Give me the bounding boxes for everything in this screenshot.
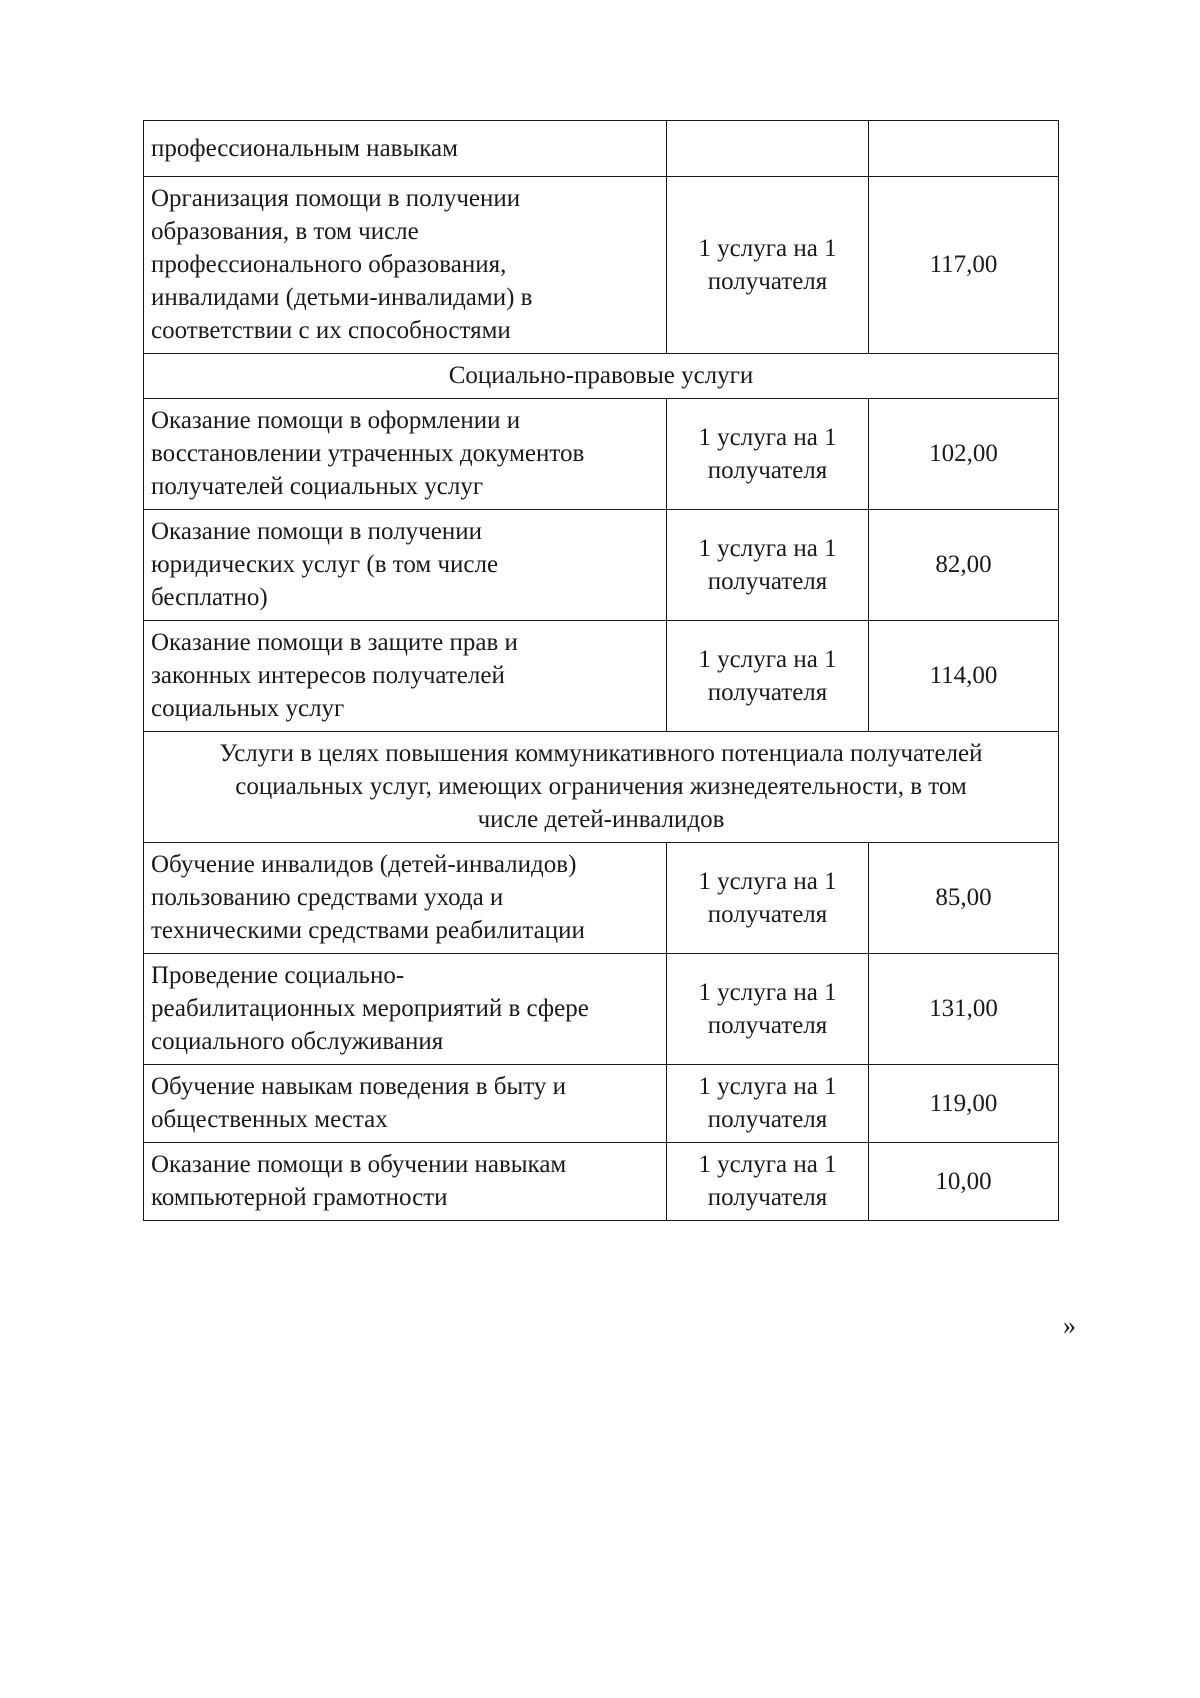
- service-name-line: Организация помощи в получении: [151, 185, 521, 212]
- service-name-line: соответствии с их способностями: [151, 317, 511, 344]
- unit-line: получателя: [707, 900, 828, 928]
- unit-line: 1 услуга на 1: [698, 423, 837, 451]
- unit-cell: [667, 1065, 869, 1143]
- service-name-line: инвалидами (детьми-инвалидами) в: [151, 284, 533, 311]
- unit-line: 1 услуга на 1: [698, 1073, 837, 1100]
- unit-line: получателя: [707, 267, 828, 295]
- service-name-line: общественных местах: [151, 1106, 388, 1133]
- service-name-line: восстановлении утраченных документов: [151, 440, 585, 467]
- section-title-line: числе детей-инвалидов: [477, 806, 725, 833]
- section-title: [144, 354, 1059, 399]
- service-name-cell: [144, 177, 667, 354]
- service-name-line: социального обслуживания: [151, 1028, 444, 1055]
- service-name-line: образования, в том числе: [151, 218, 419, 245]
- table-body: [144, 121, 1059, 1221]
- unit-cell: [667, 121, 869, 177]
- unit-cell: [667, 954, 869, 1065]
- service-name-cell: [144, 1143, 667, 1221]
- service-name-line: Проведение социально-: [151, 962, 405, 989]
- service-name-line: юридических услуг (в том числе: [151, 551, 499, 578]
- unit-line: получателя: [707, 678, 828, 706]
- section-title: [144, 732, 1059, 843]
- service-row: [144, 399, 1059, 510]
- section-header-row: [144, 354, 1059, 399]
- service-name-line: компьютерной грамотности: [151, 1184, 448, 1211]
- unit-line: 1 услуга на 1: [698, 534, 837, 562]
- unit-line: получателя: [707, 1106, 828, 1133]
- price-cell: 131,00: [869, 954, 1059, 1065]
- services-price-table: [143, 120, 1059, 1221]
- unit-line: 1 услуга на 1: [698, 978, 837, 1006]
- service-name-line: Обучение инвалидов (детей-инвалидов): [151, 851, 577, 878]
- price-cell: 10,00: [869, 1143, 1059, 1221]
- service-name-cell: [144, 954, 667, 1065]
- service-row: [144, 177, 1059, 354]
- price-cell: 119,00: [869, 1065, 1059, 1143]
- service-row: [144, 1143, 1059, 1221]
- service-name-cell: [144, 121, 667, 177]
- unit-cell: [667, 510, 869, 621]
- unit-line: 1 услуга на 1: [698, 645, 837, 673]
- service-name-line: реабилитационных мероприятий в сфере: [151, 995, 589, 1022]
- service-name-line: законных интересов получателей: [151, 662, 505, 689]
- unit-cell: [667, 843, 869, 954]
- service-name-cell: [144, 621, 667, 732]
- service-name-line: пользованию средствами ухода и: [151, 884, 504, 911]
- service-name-line: Оказание помощи в обучении навыкам: [151, 1151, 567, 1178]
- service-name-line: техническими средствами реабилитации: [151, 917, 585, 944]
- service-name-line: профессионального образования,: [151, 251, 507, 278]
- service-name-cell: [144, 510, 667, 621]
- service-name-line: Оказание помощи в защите прав и: [151, 629, 518, 656]
- price-cell: 85,00: [869, 843, 1059, 954]
- service-name-line: Оказание помощи в получении: [151, 518, 482, 545]
- service-name-line: Оказание помощи в оформлении и: [151, 407, 521, 434]
- unit-line: 1 услуга на 1: [698, 234, 837, 262]
- price-cell: 114,00: [869, 621, 1059, 732]
- price-cell: 102,00: [869, 399, 1059, 510]
- price-cell: 117,00: [869, 177, 1059, 354]
- service-row: [144, 510, 1059, 621]
- unit-cell: [667, 399, 869, 510]
- section-header-row: [144, 732, 1059, 843]
- unit-line: получателя: [707, 456, 828, 484]
- section-title-line: Услуги в целях повышения коммуникативного потенциала получателей: [219, 740, 983, 767]
- price-cell: [869, 121, 1059, 177]
- unit-line: получателя: [707, 567, 828, 595]
- unit-line: получателя: [707, 1011, 828, 1039]
- service-row: [144, 843, 1059, 954]
- price-cell: 82,00: [869, 510, 1059, 621]
- service-row: [144, 954, 1059, 1065]
- unit-line: 1 услуга на 1: [698, 1151, 837, 1178]
- service-row: [144, 621, 1059, 732]
- service-name-cell: [144, 1065, 667, 1143]
- closing-quote: »: [1063, 1311, 1076, 1340]
- service-name-line: Обучение навыкам поведения в быту и: [151, 1073, 567, 1100]
- unit-cell: [667, 177, 869, 354]
- service-name-line: социальных услуг: [151, 695, 345, 722]
- service-name-line: получателей социальных услуг: [151, 473, 484, 500]
- unit-line: получателя: [707, 1184, 828, 1211]
- unit-line: 1 услуга на 1: [698, 867, 837, 895]
- unit-cell: [667, 1143, 869, 1221]
- service-name-cell: [144, 843, 667, 954]
- unit-cell: [667, 621, 869, 732]
- service-name-line: профессиональным навыкам: [151, 135, 458, 162]
- table-row-continued: [144, 121, 1059, 177]
- section-title-line: Социально-правовые услуги: [448, 362, 754, 389]
- section-title-line: социальных услуг, имеющих ограничения жизнедеятельности, в том: [235, 773, 967, 800]
- service-name-cell: [144, 399, 667, 510]
- service-name-line: бесплатно): [151, 584, 268, 611]
- service-row: [144, 1065, 1059, 1143]
